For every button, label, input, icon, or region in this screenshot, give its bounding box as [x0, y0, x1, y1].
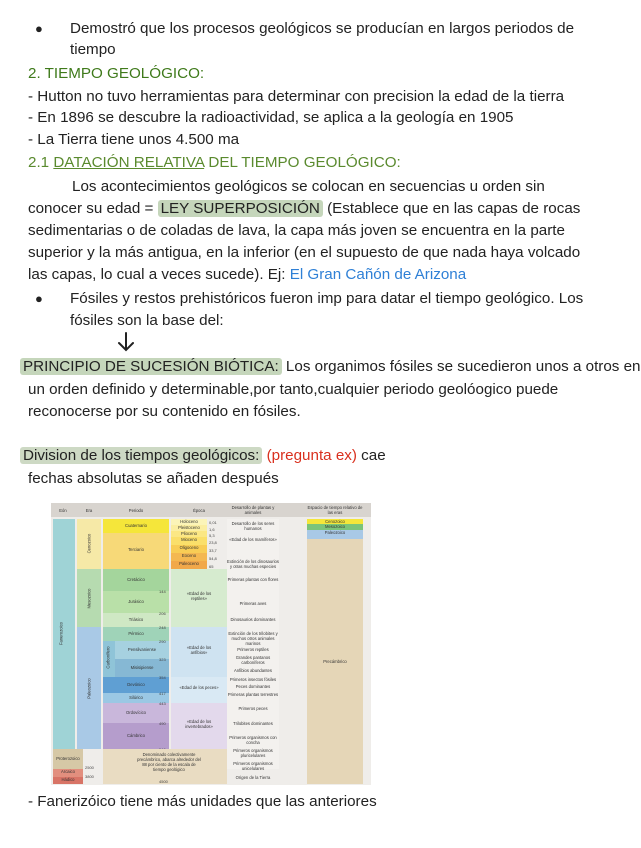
table-cell-text: Mesozoico	[324, 524, 345, 529]
table-cell-text: Cámbrico	[127, 733, 145, 738]
table-cell-text: Extinción de los trilobites y muchos otros animales marinos	[228, 631, 278, 646]
table-cell-text: Origen de la Tierra	[235, 775, 271, 780]
table-cell-text: 5,3	[209, 533, 215, 538]
list-item-2: - En 1896 se descubre la radioactividad, se aplica a la geología en 1905	[28, 109, 514, 126]
table-cell-text: 490	[159, 721, 166, 726]
table-cell-text: Grandes pantanos carboníferos	[235, 655, 271, 665]
table-cell-text: Primeras plantas terrestres	[227, 692, 279, 697]
table-cell-text: Extinción de los dinosaurios y otras muchas especies	[227, 559, 279, 569]
bullet2-line1: Fósiles y restos prehistóricos fueron imp para datar el tiempo geológico. Los	[70, 290, 584, 307]
table-cell-text: 54,8	[209, 556, 217, 561]
table-cell-text: Pérmico	[128, 631, 144, 636]
geologic-time-table	[51, 503, 371, 785]
era-cenozoico: Cenozoico	[86, 533, 92, 554]
header-eon: Eón	[59, 508, 67, 513]
table-cell-text: Proterozoico	[56, 756, 80, 761]
bullet2-line2: fósiles son la base del:	[70, 312, 224, 329]
arrow-down-icon	[116, 331, 136, 353]
table-cell-text: Anfibios abundantes	[234, 668, 272, 673]
table-cell-text: 1,6	[209, 527, 215, 532]
table-cell-text: Primeros insectos fósiles	[229, 677, 277, 682]
table-cell-text: 3800	[85, 774, 94, 779]
table-cell-text: Primeros organismos unicelulares	[233, 761, 273, 771]
para1-line5: las capas, lo cual a veces sucede). Ej: El Gran Cañón de Arizona	[28, 266, 467, 283]
division-line1: Division de los tiempos geológicos: (pregunta ex) cae	[20, 446, 386, 466]
table-cell-text: Holoceno	[180, 519, 198, 524]
para1-line1: Los acontecimientos geológicos se colocan en secuencias u orden sin	[72, 178, 545, 195]
table-cell-text: «Edad de los invertebrados»	[185, 719, 213, 729]
heading-datacion-relativa: 2.1 DATACIÓN RELATIVA DEL TIEMPO GEOLÓGICO:	[28, 154, 401, 171]
footer-note: - Fanerizóico tiene más unidades que las anteriores	[28, 793, 377, 810]
header-espacio: Espacio de tiempo relativo de las eras	[307, 505, 363, 515]
table-cell-text: Cuaternario	[125, 523, 147, 528]
principio-line2: un orden definido y determinable,por tanto,cualquier periodo geolóogico puede	[28, 381, 559, 398]
table-cell-text: Pensilvaniense	[127, 647, 157, 652]
principio-line1: PRINCIPIO DE SUCESIÓN BIÓTICA: Los organimos fósiles se sucedieron unos a otros en	[20, 357, 641, 377]
bullet1-line2: tiempo	[70, 41, 116, 58]
table-cell-text: Jurásico	[128, 599, 144, 604]
table-cell-text: Triásico	[128, 617, 144, 622]
header-desarrollo: Desarrollo de plantas y animales	[231, 505, 275, 515]
highlight-ley-superposicion: LEY SUPERPOSICIÓN	[158, 200, 323, 217]
table-cell-text: 2500	[85, 765, 94, 770]
para1-line3: sedimentarias o de coladas de lava, la capa más joven se encuentra en la parte	[28, 222, 565, 239]
table-cell-text: Mioceno	[181, 537, 197, 542]
header-periodo: Periodo	[128, 508, 144, 513]
principio-line3: reconocerse por su contenido en fósiles.	[28, 403, 301, 420]
table-cell-text: Primeros organismos con concha	[229, 735, 277, 745]
table-cell-text: Devónico	[127, 682, 145, 687]
bullet1-line1: Demostró que los procesos geológicos se producían en largos periodos de	[70, 20, 575, 37]
list-item-3: - La Tierra tiene unos 4.500 ma	[28, 131, 240, 148]
table-cell-text: 248	[159, 625, 166, 630]
table-cell-text: 23,8	[209, 540, 217, 545]
table-cell-text: 144	[159, 589, 166, 594]
table-cell-text: Desarrollo de los seres humanos	[231, 521, 275, 531]
table-cell-text: Peces dominantes	[235, 684, 271, 689]
table-cell-text: Dinosaurios dominantes	[230, 617, 276, 622]
table-cell-text: Primeros organismos pluricelulares	[233, 748, 273, 758]
link-gran-canon[interactable]: El Gran Cañón de Arizona	[289, 266, 467, 283]
header-epoca: Época	[193, 508, 205, 513]
table-cell-text: Plioceno	[180, 531, 198, 536]
division-line2: fechas absolutas se añaden después	[28, 470, 279, 487]
table-cell-text: 354	[159, 675, 166, 680]
bullet-dot: ●	[35, 291, 43, 306]
table-cell-text: Precámbrico	[323, 659, 347, 664]
table-cell-text: 323	[159, 657, 166, 662]
table-cell-text: Paleozoico	[324, 530, 346, 535]
table-cell-text: Ordovícico	[125, 710, 146, 715]
table-cell-text: 290	[159, 639, 166, 644]
table-cell-text: Primeros reptiles	[237, 647, 269, 652]
para1-line4: superior y la más antigua, en la inferior (en el supuesto de que nada haya volcado	[28, 244, 581, 261]
table-cell-text: Cenozoico	[325, 519, 345, 524]
table-cell-text: «Edad de los mamíferos»	[229, 537, 277, 542]
table-cell-text: «Edad de los reptiles»	[186, 591, 212, 601]
table-cell-text: 4500	[159, 779, 168, 784]
header-era: Era	[85, 508, 93, 513]
list-item-1: - Hutton no tuvo herramientas para determinar con precision la edad de la tierra	[28, 88, 565, 105]
table-cell-text: Denominado colectivamente precámbrico, abarca alrededor del 88 por ciento de la escala de tiempo geológico	[137, 752, 201, 772]
bullet-dot: ●	[35, 21, 43, 36]
heading-tiempo-geologico: 2. TIEMPO GEOLÓGICO:	[28, 65, 205, 82]
table-cell-text: 0,01	[209, 520, 217, 525]
table-cell-text: Terciario	[128, 547, 144, 552]
table-cell-text: 417	[159, 691, 166, 696]
table-cell-text: «Edad de los anfibios»	[186, 645, 212, 655]
table-cell-text: Misisipiense	[130, 665, 154, 670]
highlight-division: Division de los tiempos geológicos:	[20, 447, 262, 464]
table-cell-text: Primeros peces	[238, 706, 268, 711]
table-cell-text: Oligoceno	[179, 545, 199, 550]
table-cell-text: Primeras aves	[239, 601, 267, 606]
table-cell-text: Primeras plantas con flores	[227, 577, 279, 582]
table-cell-text: Hádico	[61, 777, 75, 782]
table-cell-text: Cretácico	[127, 577, 145, 582]
table-cell-text: Trilobites dominantes	[233, 721, 273, 726]
table-cell-text: Eoceno	[181, 553, 197, 558]
para1-line2: conocer su edad = LEY SUPERPOSICIÓN (Establece que en las capas de rocas	[28, 200, 581, 217]
table-cell-text: Pleistoceno	[178, 525, 200, 530]
table-cell-text: 33,7	[209, 548, 217, 553]
era-mesozoico: Mesozoico	[86, 588, 92, 609]
table-cell-text: Paleoceno	[179, 561, 199, 566]
table-cell-text: 443	[159, 701, 166, 706]
table-cell-text: 65	[209, 564, 214, 569]
table-cell-text: 206	[159, 611, 166, 616]
sub-carbonifero: Carbonífero	[105, 646, 111, 669]
table-cell-text: Silúrico	[129, 695, 143, 700]
highlight-principio: PRINCIPIO DE SUCESIÓN BIÓTICA:	[20, 358, 282, 375]
table-cell-text: Arcaico	[61, 769, 75, 774]
table-cell-text: «Edad de los peces»	[179, 685, 219, 690]
eon-fanerozoico: Fanerozoico	[58, 621, 64, 646]
era-paleozoico: Paleozoico	[86, 678, 92, 699]
